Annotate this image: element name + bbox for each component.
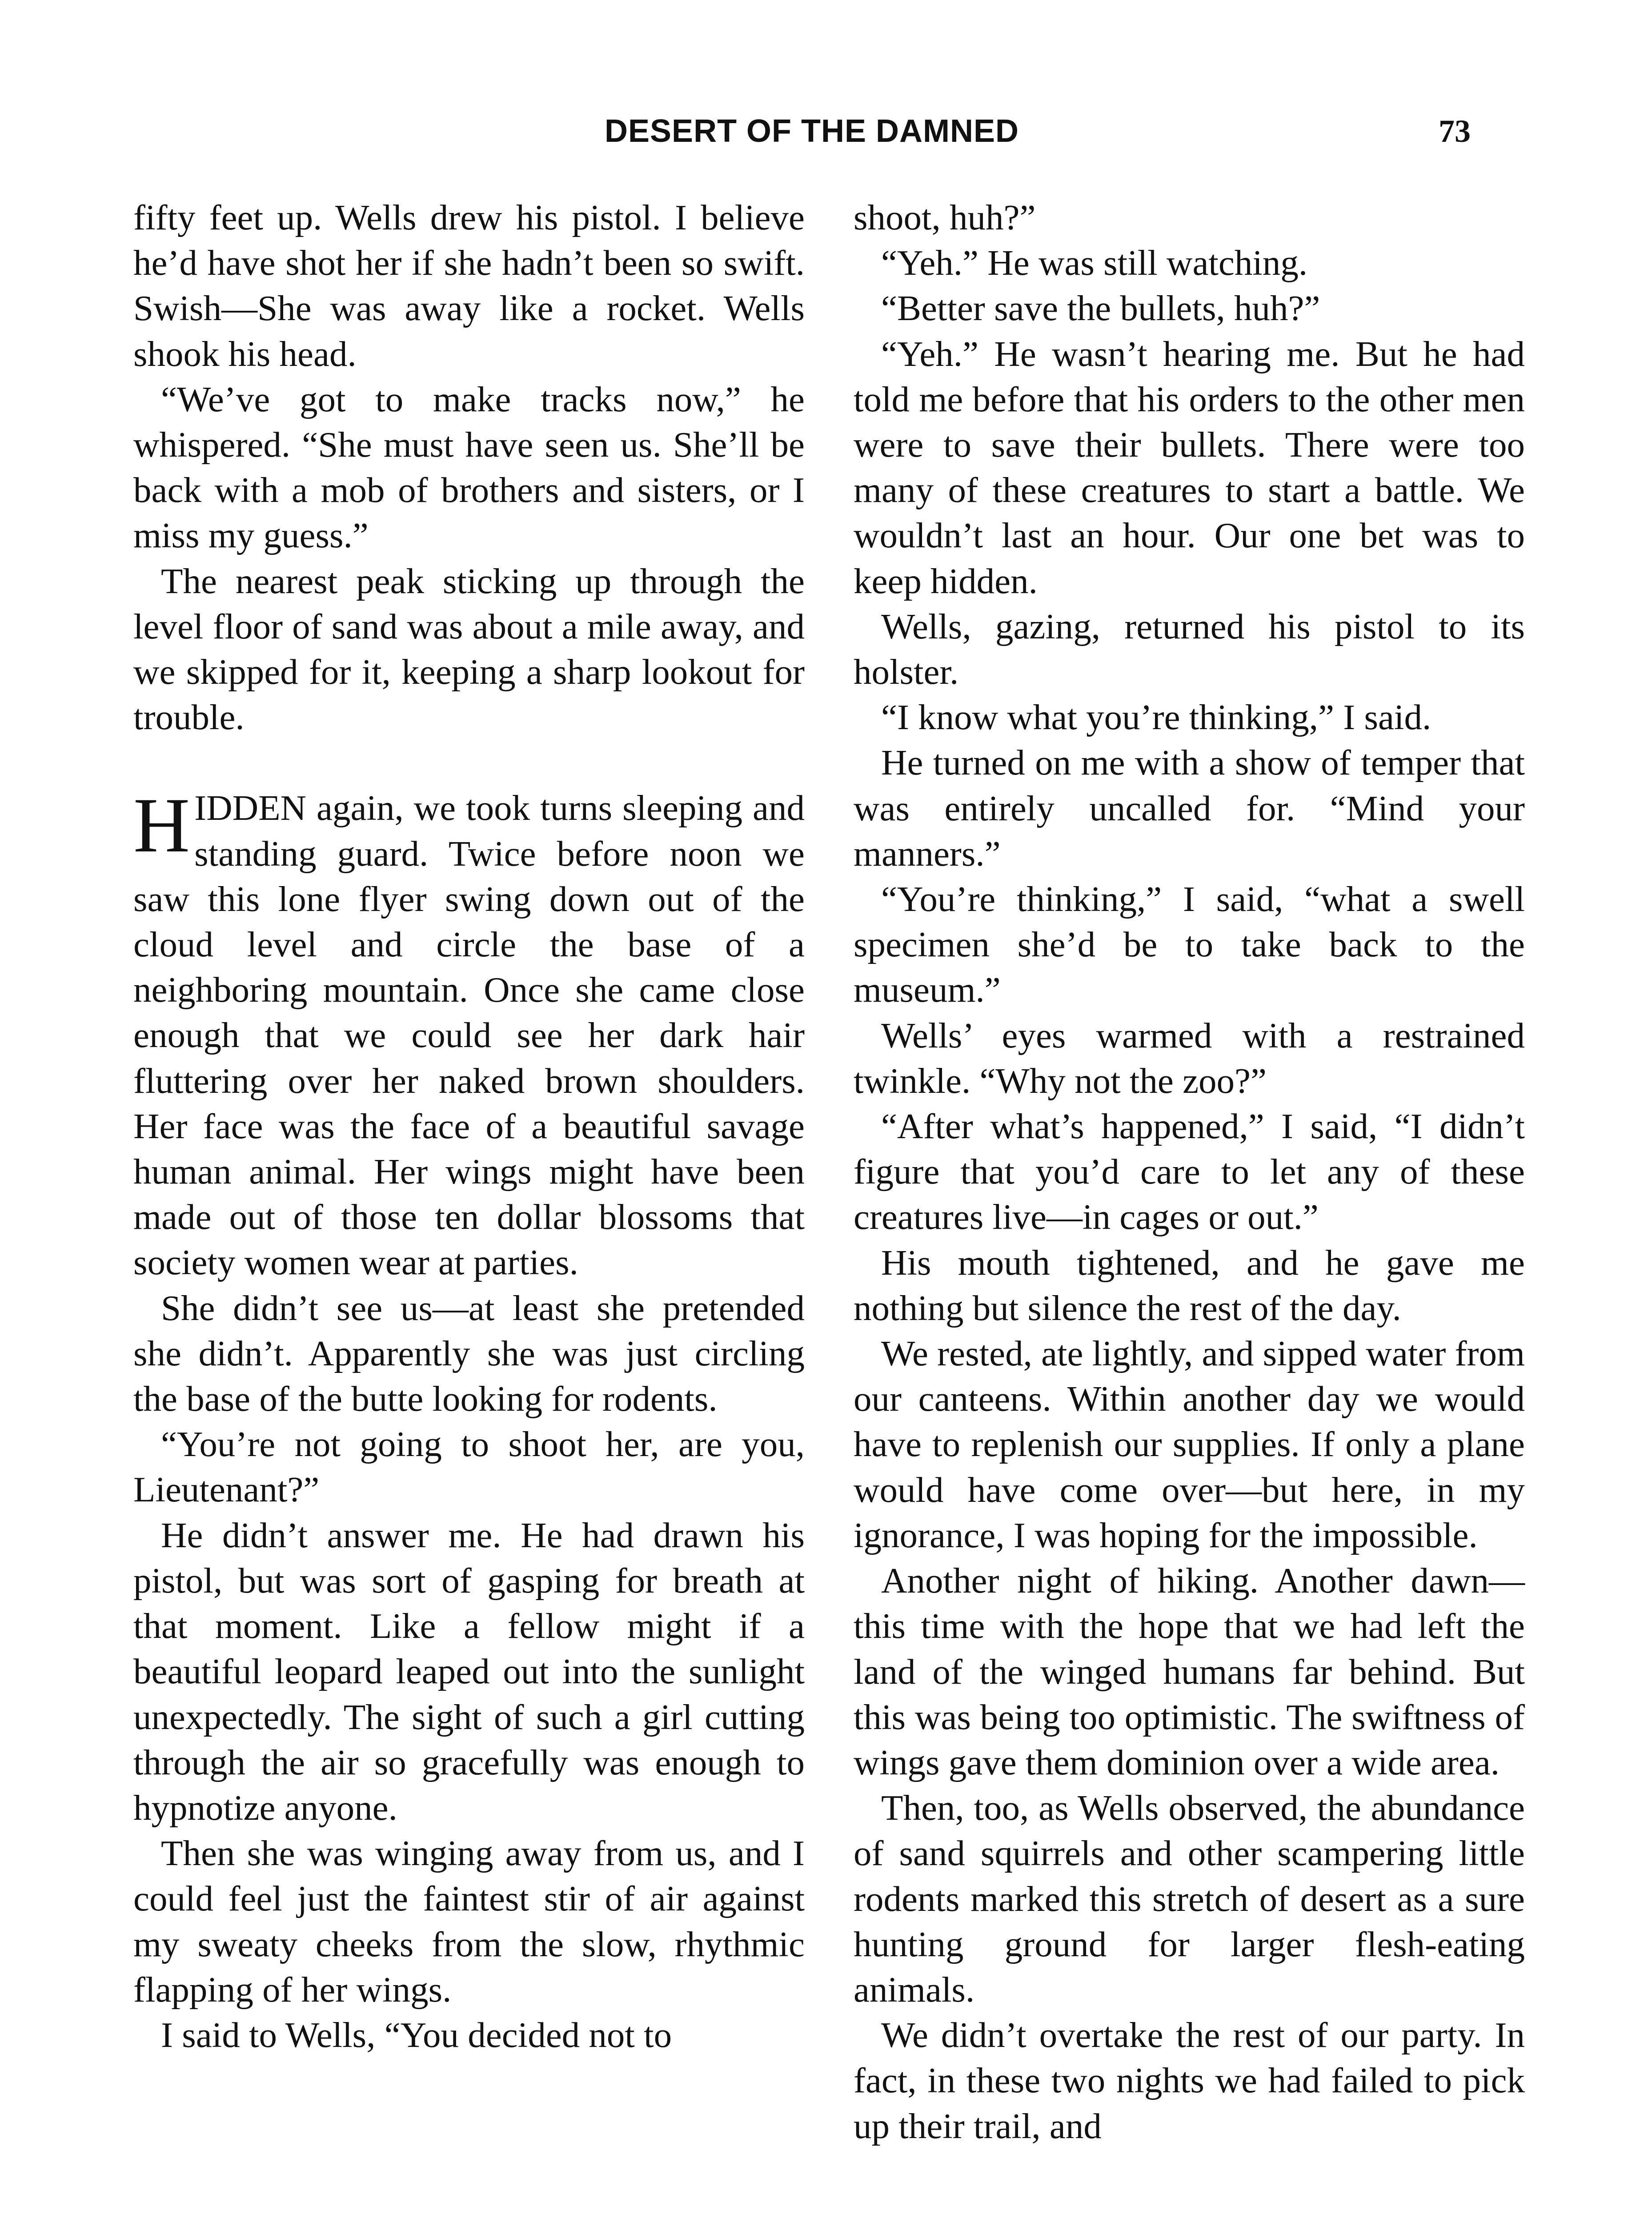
paragraph: Wells’ eyes warmed with a restrained twinkle. “Why not the zoo?” xyxy=(854,1015,1525,1101)
paragraph: fifty feet up. Wells drew his pistol. I believe he’d have shot her if she hadn’t been so swift. Swish—She was away like a rocket. Wells shook his head. xyxy=(133,197,805,374)
paragraph: “Yeh.” He wasn’t hearing me. But he had told me before that his orders to the other men were to save their bullets. There were too many of these creatures to start a battle. We wouldn’t last an hour. Our one bet was to keep hidden. xyxy=(854,333,1525,601)
paragraph: He turned on me with a show of temper that was entirely uncalled for. “Mind your manners.” xyxy=(854,742,1525,874)
running-head xyxy=(0,107,1652,156)
paragraph: Then, too, as Wells observed, the abundance of sand squirrels and other scampering little rodents marked this stretch of desert as a sure hunting ground for larger flesh-eating animals. xyxy=(854,1788,1525,2010)
paragraph: Wells, gazing, returned his pistol to its holster. xyxy=(854,606,1525,692)
paragraph: She didn’t see us—at least she pretended she didn’t. Apparently she was just circling the base of the butte looking for rodents. xyxy=(133,1288,805,1419)
paragraph: “Yeh.” He was still watching. xyxy=(881,243,1308,283)
paragraph: shoot, huh?” xyxy=(854,197,1036,237)
right-column xyxy=(854,195,1525,2149)
paragraph: “We’ve got to make tracks now,” he whispered. “She must have seen us. She’ll be back with a mob of brothers and sisters, or I miss my guess.” xyxy=(133,379,805,556)
paragraph: Then she was winging away from us, and I could feel just the faintest stir of air against my sweaty cheeks from the slow, rhythmic flapping of her wings. xyxy=(133,1833,805,2010)
dropcap-paragraph-text: IDDEN again, we took turns sleeping and standing guard. Twice before noon we saw this lone flyer swing down out of the cloud level and circle the base of a neighboring mountain. Once she came close enough that we could see her dark hair fluttering over her naked brown shoulders. Her face was the face of a beautiful savage human animal. Her wings might have been made out of those ten dollar blossoms that society women wear at parties. xyxy=(133,788,805,1283)
paragraph: We rested, ate lightly, and sipped water from our canteens. Within another day we would have to replenish our supplies. If only a plane would have come over—but here, in my ignorance, I was hoping for the impossible. xyxy=(854,1333,1525,1555)
left-column xyxy=(133,195,805,2058)
paragraph: His mouth tightened, and he gave me nothing but silence the rest of the day. xyxy=(854,1242,1525,1328)
paragraph: “You’re thinking,” I said, “what a swell specimen she’d be to take back to the museum.” xyxy=(854,879,1525,1010)
page-number: 73 xyxy=(1439,113,1471,149)
paragraph: Another night of hiking. Another dawn—this time with the hope that we had left the land of the winged humans far behind. But this was being too optimistic. The swiftness of wings gave them dominion over a wide area. xyxy=(854,1561,1525,1782)
dropcap-paragraph xyxy=(133,782,805,1285)
story-title: DESERT OF THE DAMNED xyxy=(605,113,1019,149)
paragraph: The nearest peak sticking up through the level floor of sand was about a mile away, and we skipped for it, keeping a sharp lookout for trouble. xyxy=(133,561,805,738)
paragraph: “I know what you’re thinking,” I said. xyxy=(881,697,1431,738)
paragraph: We didn’t overtake the rest of our party. In fact, in these two nights we had failed to pick up their trail, and xyxy=(854,2015,1525,2146)
section-break xyxy=(133,740,805,785)
drop-cap-letter: H xyxy=(133,782,190,869)
paragraph: He didn’t answer me. He had drawn his pistol, but was sort of gasping for breath at that moment. Like a fellow might if a beautiful leopard leaped out into the sunlight unexpectedly. The sight of such a girl cutting through the air so gracefully was enough to hypnotize anyone. xyxy=(133,1515,805,1828)
paragraph: I said to Wells, “You decided not to xyxy=(161,2014,672,2055)
paragraph: “After what’s happened,” I said, “I didn’t figure that you’d care to let any of these creatures live—in cages or out.” xyxy=(854,1106,1525,1237)
paragraph: “You’re not going to shoot her, are you, Lieutenant?” xyxy=(133,1424,805,1510)
paragraph: “Better save the bullets, huh?” xyxy=(881,288,1320,329)
